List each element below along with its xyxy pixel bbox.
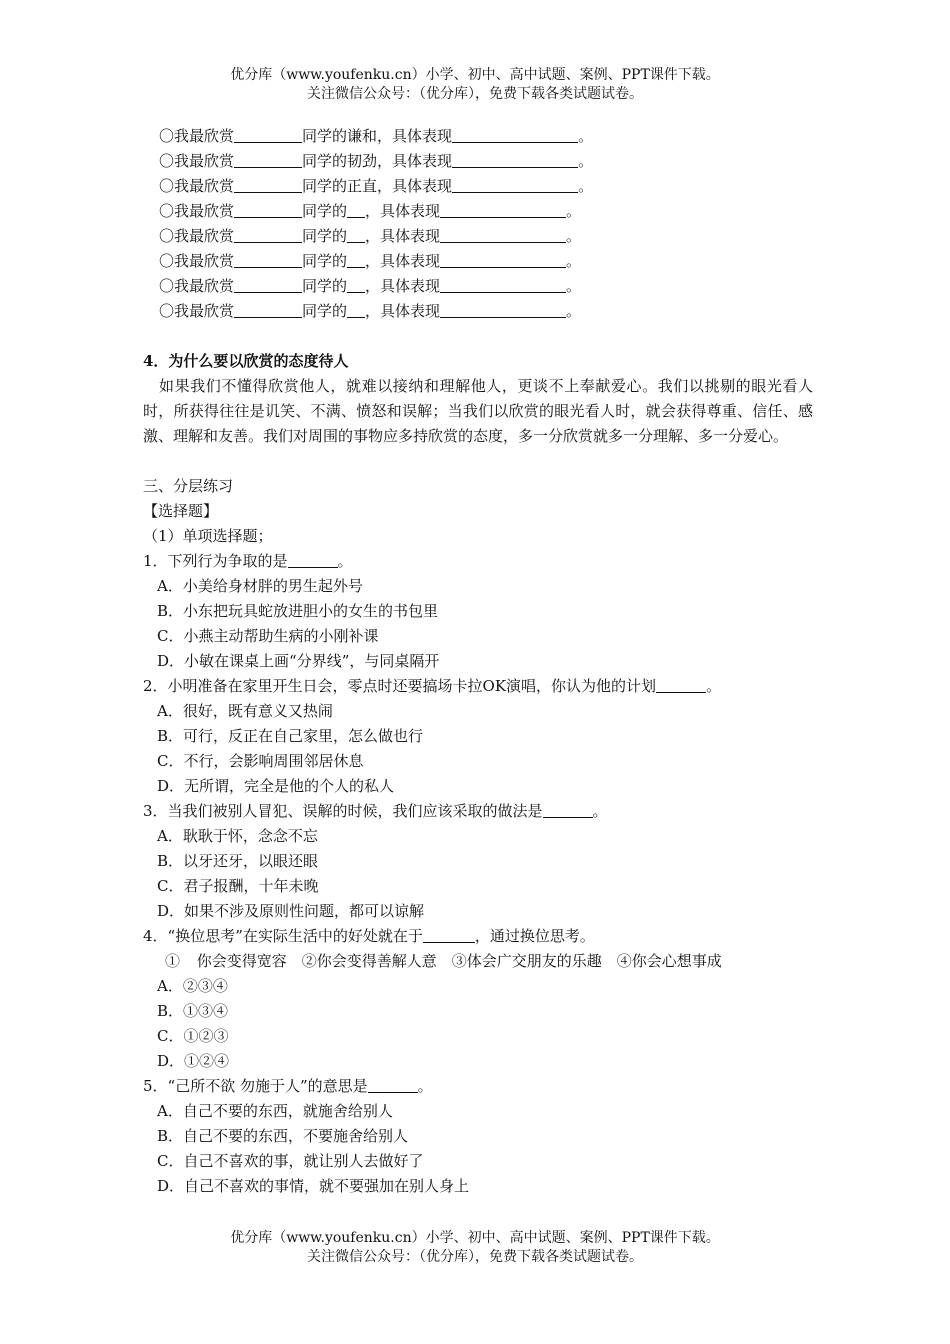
name-blank[interactable] [234, 302, 302, 318]
appreciation-suffix: ，具体表现 [377, 177, 453, 195]
appreciation-line [143, 174, 813, 199]
appreciation-quality: 韧劲 [347, 152, 378, 170]
footer-line-1: 优分库（www.youfenku.cn）小学、初中、高中试题、案例、PPT课件下载。 [230, 1230, 720, 1246]
option-d[interactable]: D．无所谓，完全是他的个人的私人 [157, 777, 395, 795]
header-line-1: 优分库（www.youfenku.cn）小学、初中、高中试题、案例、PPT课件下载。 [230, 67, 720, 83]
name-blank[interactable] [234, 127, 302, 143]
appreciation-end: 。 [578, 127, 594, 145]
name-blank[interactable] [234, 252, 302, 268]
option-c[interactable]: C．君子报酬，十年未晚 [157, 877, 319, 895]
question-text: 5．“己所不欲 勿施于人”的意思是 [143, 1077, 368, 1095]
name-blank[interactable] [234, 227, 302, 243]
appreciation-end: 。 [566, 202, 582, 220]
appreciation-line-blank [143, 249, 813, 274]
option-d[interactable]: D．如果不涉及原则性问题，都可以谅解 [157, 902, 425, 920]
detail-blank[interactable] [440, 227, 566, 243]
question-statements: ① 你会变得宽容 ②你会变得善解人意 ③体会广交朋友的乐趣 ④你会心想事成 [165, 952, 722, 970]
question-stem [143, 674, 813, 699]
detail-blank[interactable] [440, 252, 566, 268]
option-b[interactable]: B．自己不要的东西，不要施舍给别人 [157, 1127, 409, 1145]
footer-line-2: 关注微信公众号：（优分库），免费下载各类试题试卷。 [307, 1249, 643, 1265]
answer-blank[interactable] [543, 802, 593, 818]
appreciation-line-blank [143, 224, 813, 249]
quality-blank[interactable] [347, 302, 365, 318]
option-a[interactable]: A．小美给身材胖的男生起外号 [157, 577, 363, 595]
question-stem [143, 799, 813, 824]
appreciation-middle: 同学的 [302, 127, 348, 145]
appreciation-suffix: ，具体表现 [365, 227, 441, 245]
appreciation-quality: 谦和 [347, 127, 378, 145]
detail-blank[interactable] [452, 127, 578, 143]
option-a[interactable]: A．耿耿于怀，念念不忘 [157, 827, 318, 845]
answer-blank[interactable] [288, 552, 338, 568]
question-stem [143, 924, 813, 949]
spacer [143, 324, 813, 349]
detail-blank[interactable] [440, 302, 566, 318]
appreciation-line [143, 149, 813, 174]
question-text: 4．“换位思考”在实际生活中的好处就在于 [143, 927, 423, 945]
section-heading: 4．为什么要以欣赏的态度待人 [143, 352, 349, 370]
question-end: 。 [417, 1077, 433, 1095]
quality-blank[interactable] [347, 227, 365, 243]
answer-blank[interactable] [656, 677, 706, 693]
option-b[interactable]: B．①③④ [157, 1002, 229, 1020]
appreciation-end: 。 [566, 252, 582, 270]
option-d[interactable]: D．小敏在课桌上画“分界线”，与同桌隔开 [157, 652, 440, 670]
question-type: 【选择题】 [143, 502, 219, 520]
appreciation-line-blank [143, 274, 813, 299]
appreciation-suffix: ，具体表现 [377, 152, 453, 170]
spacer [143, 449, 813, 474]
practice-title: 三、分层练习 [143, 477, 234, 495]
answer-blank[interactable] [368, 1077, 418, 1093]
option-d[interactable]: D．自己不喜欢的事情，就不要强加在别人身上 [157, 1177, 470, 1195]
question-end: 。 [706, 677, 722, 695]
name-blank[interactable] [234, 202, 302, 218]
header-line-2: 关注微信公众号：（优分库），免费下载各类试题试卷。 [307, 86, 643, 102]
appreciation-line [143, 124, 813, 149]
appreciation-prefix: 〇我最欣赏 [159, 252, 235, 270]
option-d[interactable]: D．①②④ [157, 1052, 230, 1070]
appreciation-prefix: 〇我最欣赏 [159, 277, 235, 295]
question-end: 。 [592, 802, 608, 820]
appreciation-suffix: ，具体表现 [377, 127, 453, 145]
appreciation-middle: 同学的 [302, 277, 348, 295]
option-b[interactable]: B．可行，反正在自己家里，怎么做也行 [157, 727, 424, 745]
appreciation-prefix: 〇我最欣赏 [159, 202, 235, 220]
appreciation-end: 。 [578, 177, 594, 195]
appreciation-suffix: ，具体表现 [365, 302, 441, 320]
quality-blank[interactable] [347, 202, 365, 218]
appreciation-middle: 同学的 [302, 152, 348, 170]
appreciation-end: 。 [578, 152, 594, 170]
appreciation-end: 。 [566, 302, 582, 320]
quality-blank[interactable] [347, 252, 365, 268]
appreciation-middle: 同学的 [302, 177, 348, 195]
option-b[interactable]: B．以牙还牙，以眼还眼 [157, 852, 319, 870]
name-blank[interactable] [234, 177, 302, 193]
appreciation-end: 。 [566, 277, 582, 295]
name-blank[interactable] [234, 277, 302, 293]
appreciation-suffix: ，具体表现 [365, 277, 441, 295]
appreciation-middle: 同学的 [302, 302, 348, 320]
appreciation-prefix: 〇我最欣赏 [159, 227, 235, 245]
appreciation-line-blank [143, 199, 813, 224]
question-text: 2．小明准备在家里开生日会，零点时还要搞场卡拉OK演唱，你认为他的计划 [143, 677, 657, 695]
appreciation-prefix: 〇我最欣赏 [159, 127, 235, 145]
appreciation-prefix: 〇我最欣赏 [159, 177, 235, 195]
section-paragraph: 如果我们不懂得欣赏他人，就难以接纳和理解他人，更谈不上奉献爱心。我们以挑剔的眼光看人时，所获得往往是讥笑、不满、愤怒和误解；当我们以欣赏的眼光看人时，就会获得尊重、信任、感激、理解和友善。我们对周围的事物应多持欣赏的态度，多一分欣赏就多一分理解、多一分爱心。 [143, 377, 813, 445]
question-subtype: （1）单项选择题； [143, 527, 273, 545]
appreciation-prefix: 〇我最欣赏 [159, 152, 235, 170]
appreciation-end: 。 [566, 227, 582, 245]
question-text: 3．当我们被别人冒犯、误解的时候，我们应该采取的做法是 [143, 802, 543, 820]
appreciation-middle: 同学的 [302, 227, 348, 245]
detail-blank[interactable] [440, 202, 566, 218]
page-header [0, 66, 950, 104]
appreciation-quality: 正直 [347, 177, 378, 195]
detail-blank[interactable] [452, 177, 578, 193]
appreciation-suffix: ，具体表现 [365, 202, 441, 220]
question-end: 。 [337, 552, 353, 570]
option-b[interactable]: B．小东把玩具蛇放进胆小的女生的书包里 [157, 602, 439, 620]
option-c[interactable]: C．①②③ [157, 1027, 229, 1045]
question-text: 1．下列行为争取的是 [143, 552, 288, 570]
document-body [143, 124, 813, 1199]
name-blank[interactable] [234, 152, 302, 168]
quality-blank[interactable] [347, 277, 365, 293]
appreciation-line-blank [143, 299, 813, 324]
appreciation-prefix: 〇我最欣赏 [159, 302, 235, 320]
answer-blank[interactable] [423, 927, 475, 943]
page-footer [0, 1229, 950, 1267]
detail-blank[interactable] [440, 277, 566, 293]
question-end: ，通过换位思考。 [474, 927, 595, 945]
option-a[interactable]: A．②③④ [157, 977, 228, 995]
option-c[interactable]: C．小燕主动帮助生病的小刚补课 [157, 627, 379, 645]
option-c[interactable]: C．不行，会影响周围邻居休息 [157, 752, 364, 770]
option-a[interactable]: A．很好，既有意义又热闹 [157, 702, 333, 720]
option-c[interactable]: C．自己不喜欢的事，就让别人去做好了 [157, 1152, 424, 1170]
appreciation-middle: 同学的 [302, 202, 348, 220]
question-stem [143, 549, 813, 574]
option-a[interactable]: A．自己不要的东西，就施舍给别人 [157, 1102, 393, 1120]
appreciation-middle: 同学的 [302, 252, 348, 270]
question-stem [143, 1074, 813, 1099]
detail-blank[interactable] [452, 152, 578, 168]
appreciation-suffix: ，具体表现 [365, 252, 441, 270]
